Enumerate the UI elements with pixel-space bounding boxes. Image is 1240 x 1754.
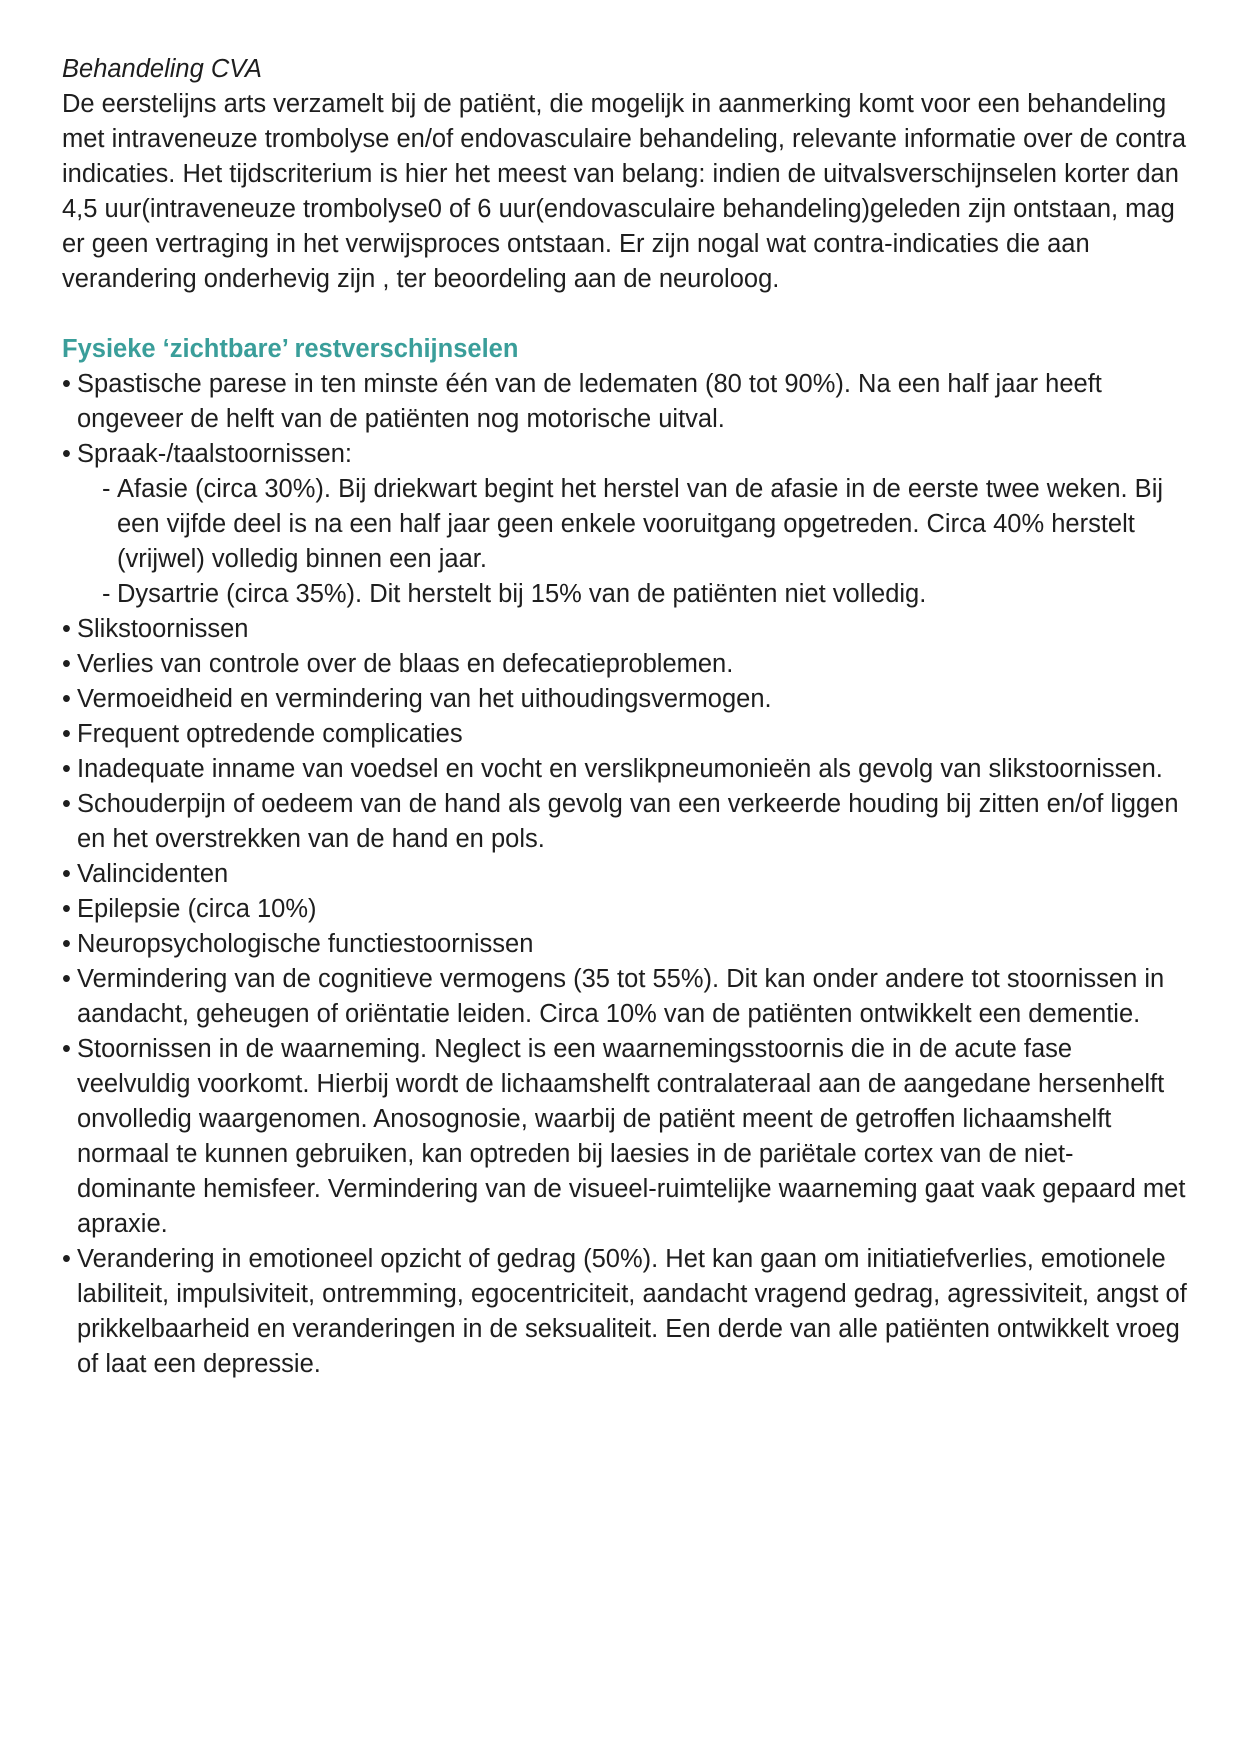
list-item xyxy=(62,612,1192,647)
list-item-text: Schouderpijn of oedeem van de hand als gevolg van een verkeerde houding bij zitten en/of liggen en het overstrekken van de hand en pols. xyxy=(77,790,1179,853)
section-label: Behandeling CVA xyxy=(62,55,262,83)
list-item-text: Stoornissen in de waarneming. Neglect is een waarnemingsstoornis die in de acute fase veelvuldig voorkomt. Hierbij wordt de lichaamshelft contralateraal aan de aangedane hersenhelft onvolledig waargenomen. Anosognosie, waarbij de patiënt meent de getroffen lichaamshelft normaal te kunnen gebruiken, kan optreden bij laesies in de pariëtale cortex van de niet-dominante hemisfeer. Vermindering van de visueel-ruimtelijke waarneming gaat vaak gepaard met apraxie. xyxy=(77,1035,1186,1238)
list-item xyxy=(62,787,1192,857)
list-item xyxy=(62,927,1192,962)
sub-list-item-text: Afasie (circa 30%). Bij driekwart begint het herstel van de afasie in de eerste twee weken. Bij een vijfde deel is na een half jaar geen enkele vooruitgang opgetreden. Circa 40% herstelt (vrijwel) volledig binnen een jaar. xyxy=(117,475,1164,573)
list-item xyxy=(62,647,1192,682)
intro-paragraph: De eerstelijns arts verzamelt bij de patiënt, die mogelijk in aanmerking komt voor een behandeling met intraveneuze trombolyse en/of endovasculaire behandeling, relevante informatie over de contra indicaties. Het tijdscriterium is hier het meest van belang: indien de uitvalsverschijnselen korter dan 4,5 uur(intraveneuze trombolyse0 of 6 uur(endovasculaire behandeling)geleden zijn ontstaan, mag er geen vertraging in het verwijsproces ontstaan. Er zijn nogal wat contra-indicaties die aan verandering onderhevig zijn , ter beoordeling aan de neuroloog. xyxy=(62,90,1187,293)
sub-list xyxy=(77,472,1192,612)
list-item xyxy=(62,367,1192,437)
list-item xyxy=(62,717,1192,752)
list-item xyxy=(62,682,1192,717)
list-item-text: Slikstoornissen xyxy=(77,615,249,643)
sub-list-item-text: Dysartrie (circa 35%). Dit herstelt bij 15% van de patiënten niet volledig. xyxy=(117,580,927,608)
list-item-text: Verandering in emotioneel opzicht of gedrag (50%). Het kan gaan om initiatiefverlies, emotionele labiliteit, impulsiviteit, ontremming, egocentriciteit, aandacht vragend gedrag, agressiviteit, angst of prikkelbaarheid en veranderingen in de seksualiteit. Een derde van alle patiënten ontwikkelt vroeg of laat een depressie. xyxy=(77,1245,1187,1378)
sub-list-item xyxy=(102,472,1192,577)
sub-list-item xyxy=(102,577,1192,612)
list-item-text: Neuropsychologische functiestoornissen xyxy=(77,930,534,958)
list-item-text: Epilepsie (circa 10%) xyxy=(77,895,317,923)
list-item xyxy=(62,752,1192,787)
list-item xyxy=(62,437,1192,612)
list-item-text: Verlies van controle over de blaas en defecatieproblemen. xyxy=(77,650,734,678)
list-item-text: Vermoeidheid en vermindering van het uithoudingsvermogen. xyxy=(77,685,772,713)
list-item-text: Frequent optredende complicaties xyxy=(77,720,463,748)
section-heading: Fysieke ‘zichtbare’ restverschijnselen xyxy=(62,335,519,363)
list-item-text: Inadequate inname van voedsel en vocht en verslikpneumonieën als gevolg van slikstoornissen. xyxy=(77,755,1163,783)
list-item-text: Spastische parese in ten minste één van de ledematen (80 tot 90%). Na een half jaar heeft ongeveer de helft van de patiënten nog motorische uitval. xyxy=(77,370,1102,433)
list-item xyxy=(62,962,1192,1032)
list-item xyxy=(62,1032,1192,1242)
document-page xyxy=(62,52,1192,1382)
list-item-text: Spraak-/taalstoornissen: xyxy=(77,440,352,468)
list-item xyxy=(62,1242,1192,1382)
list-item-text: Vermindering van de cognitieve vermogens (35 tot 55%). Dit kan onder andere tot stoornissen in aandacht, geheugen of oriëntatie leiden. Circa 10% van de patiënten ontwikkelt een dementie. xyxy=(77,965,1165,1028)
list-item xyxy=(62,892,1192,927)
list-item xyxy=(62,857,1192,892)
list-item-text: Valincidenten xyxy=(77,860,229,888)
symptom-list xyxy=(62,367,1192,1382)
